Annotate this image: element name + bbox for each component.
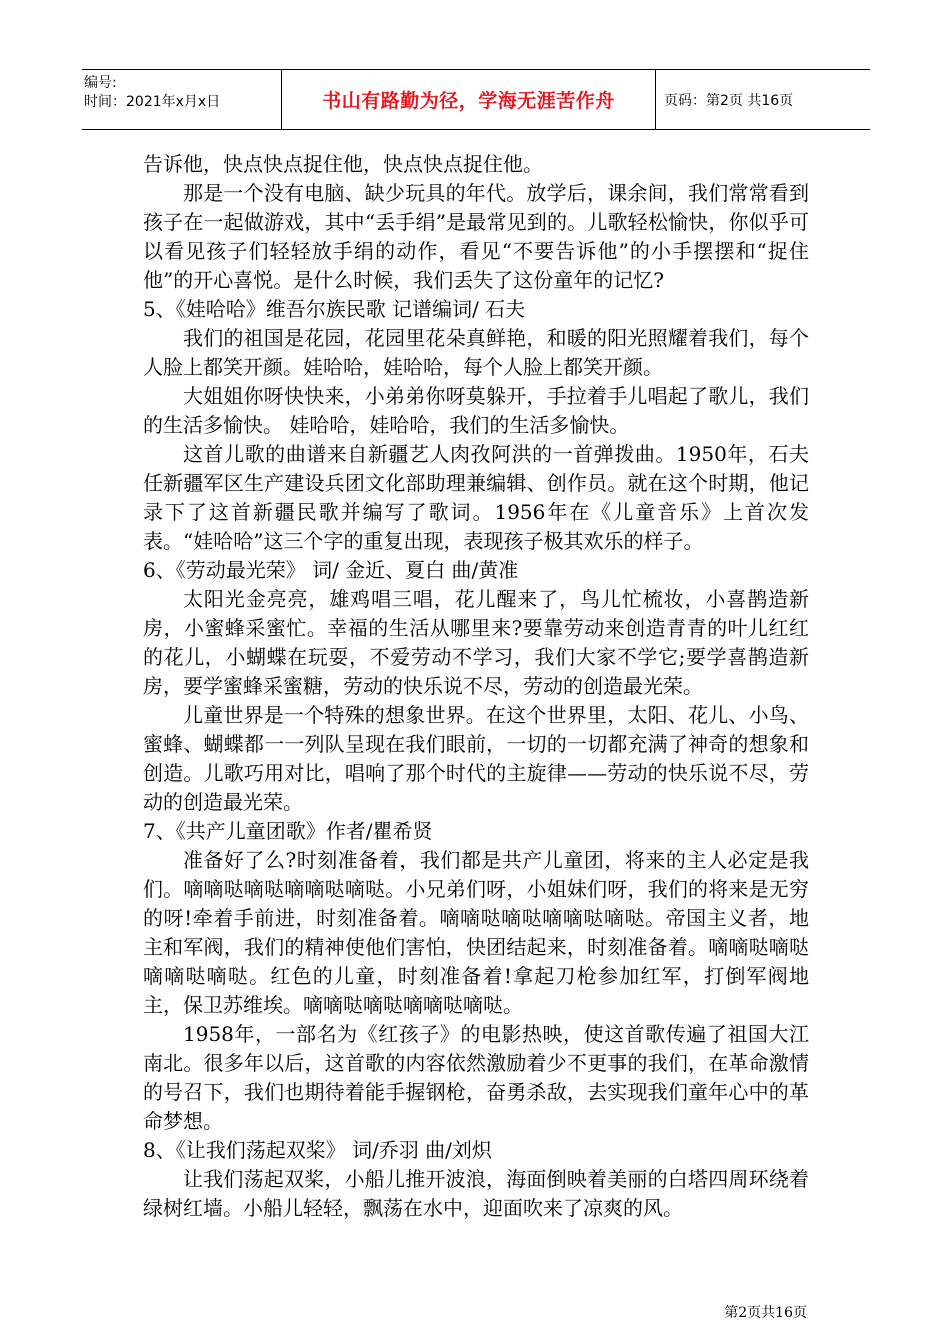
paragraph: 准备好了么?时刻准备着，我们都是共产儿童团，将来的主人必定是我们。嘀嘀哒嘀哒嘀嘀哒嘀哒。小兄弟们呀，小姐妹们呀，我们的将来是无穷的呀!牵着手前进，时刻准备着。嘀嘀哒嘀哒嘀嘀哒嘀哒。帝国主义者，地主和军阀，我们的精神使他们害怕，快团结起来，时刻准备着。嘀嘀哒嘀哒嘀嘀哒嘀哒。红色的儿童，时刻准备着!拿起刀枪参加红军，打倒军阀地主，保卫苏维埃。嘀嘀哒嘀哒嘀嘀哒嘀哒。 [143,848,809,1017]
paragraph: 儿童世界是一个特殊的想象世界。在这个世界里，太阳、花儿、小鸟、蜜蜂、蝴蝶都一一列队呈现在我们眼前，一切的一切都充满了神奇的想象和创造。儿歌巧用对比，唱响了那个时代的主旋律——劳动的快乐说不尽，劳动的创造最光荣。 [143,703,809,814]
paragraph: 告诉他，快点快点捉住他，快点快点捉住他。 [143,152,543,176]
header-motto [282,70,656,129]
page-footer [724,1302,807,1322]
header-page-label: 页码：第2页 共16页 [664,92,794,109]
footer-page-label: 第2页共16页 [724,1305,807,1321]
paragraph: 大姐姐你呀快快来，小弟弟你呀莫躲开，手拉着手儿唱起了歌儿，我们的生活多愉快。 娃哈哈，娃哈哈，我们的生活多愉快。 [143,384,809,437]
section-heading: 8、《让我们荡起双桨》 词/乔羽 曲/刘炽 [143,1138,492,1162]
paragraph: 1958年，一部名为《红孩子》的电影热映，使这首歌传遍了祖国大江南北。很多年以后，这首歌的内容依然激励着少不更事的我们，在革命激情的号召下，我们也期待着能手握钢枪，奋勇杀敌，去实现我们童年心中的革命梦想。 [143,1022,809,1133]
section-heading: 6、《劳动最光荣》 词/ 金近、夏白 曲/黄准 [143,558,519,582]
time-label: 时间：2021年x月x日 [84,94,221,110]
header-meta [82,70,282,129]
paragraph: 让我们荡起双桨，小船儿推开波浪，海面倒映着美丽的白塔四周环绕着绿树红墙。小船儿轻轻，飘荡在水中，迎面吹来了凉爽的风。 [143,1167,809,1220]
paragraph: 太阳光金亮亮，雄鸡唱三唱，花儿醒来了，鸟儿忙梳妆，小喜鹊造新房，小蜜蜂采蜜忙。幸福的生活从哪里来?要靠劳动来创造青青的叶儿红红的花儿，小蝴蝶在玩耍，不爱劳动不学习，我们大家不学它;要学喜鹊造新房，要学蜜蜂采蜜糖，劳动的快乐说不尽，劳动的创造最光荣。 [143,587,809,698]
number-label: 编号: [84,75,117,91]
paragraph: 我们的祖国是花园，花园里花朵真鲜艳，和暖的阳光照耀着我们，每个人脸上都笑开颜。娃哈哈，娃哈哈，每个人脸上都笑开颜。 [143,326,809,379]
header-page-number [656,70,870,129]
section-heading: 7、《共产儿童团歌》作者/瞿希贤 [143,819,433,843]
motto-text: 书山有路勤为径，学海无涯苦作舟 [322,90,615,112]
paragraph: 那是一个没有电脑、缺少玩具的年代。放学后，课余间，我们常常看到孩子在一起做游戏，其中“丢手绢”是最常见到的。儿歌轻松愉快，你似乎可以看见孩子们轻轻放手绢的动作，看见“不要告诉他”的小手摆摆和“捉住他”的开心喜悦。是什么时候，我们丢失了这份童年的记忆? [143,181,809,292]
paragraph: 这首儿歌的曲谱来自新疆艺人肉孜阿洪的一首弹拨曲。1950年，石夫任新疆军区生产建设兵团文化部助理兼编辑、创作员。就在这个时期，他记录下了这首新疆民歌并编写了歌词。1956年在《儿童音乐》上首次发表。“娃哈哈”这三个字的重复出现，表现孩子极其欢乐的样子。 [143,442,809,553]
section-heading: 5、《娃哈哈》维吾尔族民歌 记谱编词/ 石夫 [143,297,526,321]
page-header [82,69,870,130]
document-body [143,150,809,1223]
